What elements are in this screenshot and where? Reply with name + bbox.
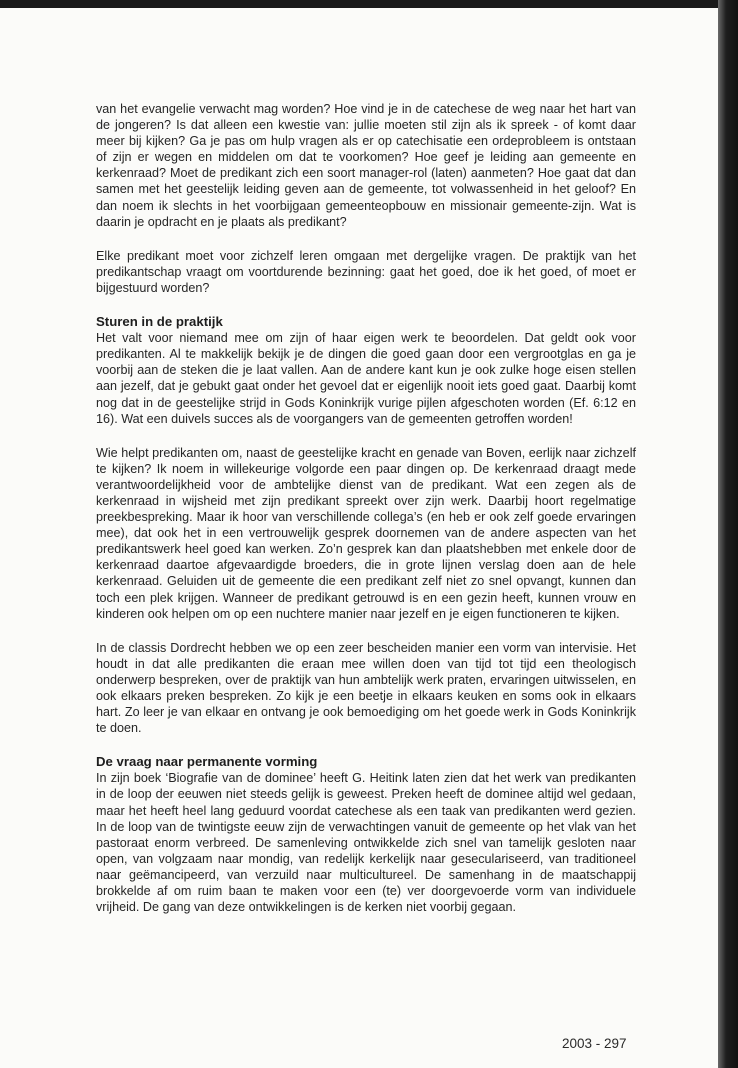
document-page bbox=[0, 8, 718, 1068]
paragraph: Het valt voor niemand mee om zijn of haar eigen werk te beoordelen. Dat geldt ook voor predikanten. Al te makkelijk bekijk je de dingen die goed gaan door een vergrootglas en ga je voorbij aan de steken die je laat vallen. Aan de andere kant kun je ook zulke hoge eisen stellen aan jezelf, dat je gebukt gaat onder het gevoel dat er eigenlijk nooit iets goed gaat. Daarbij komt nog dat in de geestelijke strijd in Gods Koninkrijk vurige pijlen afgeschoten worden (Ef. 6:12 en 16). Wat een duivels succes als de voorgangers van de gemeenten getroffen worden! bbox=[96, 331, 636, 426]
section-heading: De vraag naar permanente vorming bbox=[96, 754, 318, 770]
paragraph: In de classis Dordrecht hebben we op een zeer bescheiden manier een vorm van intervisie. Het houdt in dat alle predikanten die eraan mee willen doen van tijd tot tijd een theologisch onderwerp bespreken, over de praktijk van hun ambtelijk werk praten, ervaringen uitwisselen, en ook elkaars preken bespreken. Zo kijk je een beetje in elkaars keuken en soms ook in elkaars hart. Zo leer je van elkaar en ontvang je ook bemoediging om het goede werk in Gods Koninkrijk te doen. bbox=[96, 640, 636, 736]
paragraph: Wie helpt predikanten om, naast de geestelijke kracht en genade van Boven, eerlijk naar zichzelf te kijken? Ik noem in willekeurige volgorde een paar dingen op. De kerkenraad draagt mede verantwoordelijkheid voor de ambtelijke dienst van de predikant. Wat een zegen als de kerkenraad in wijsheid met zijn predikant spreekt over zijn werk. Daarbij hoort regelmatige preekbespreking. Maar ik hoor van verschillende collega’s (en heb er ook zelf goede ervaringen mee), dat ook het in een vertrouwelijk gesprek doornemen van de andere aspecten van het predikantswerk heel goed kan werken. Zo’n gesprek kan dan plaatshebben met enkele door de kerkenraad daartoe afgevaardigde broeders, die in grote lijnen verslag doen aan de hele kerkenraad. Geluiden uit de gemeente die een predikant zelf niet zo snel opvangt, kunnen dan toch een plek krijgen. Wanneer de predikant getrouwd is en een gezin heeft, kunnen vrouw en kinderen ook helpen om op een nuchtere manier naar jezelf en je eigen functioneren te kijken. bbox=[96, 445, 636, 621]
paragraph: van het evangelie verwacht mag worden? Hoe vind je in de catechese de weg naar het hart van de jongeren? Is dat alleen een kwestie van: jullie moeten stil zijn als ik spreek - of komt daar meer bij kijken? Ga je pas om hulp vragen als er op catechisatie een ordeprobleem is ontstaan of zijn er wegen en middelen om dat te voorkomen? Hoe geef je leiding aan gemeente en kerkenraad? Moet de predikant zich een soort manager-rol (laten) aanmeten? Hoe gaat dat dan samen met het geestelijk leiding geven aan de gemeente, tot volwassenheid in het geloof? En dan noem ik slechts in het voorbijgaan gemeenteopbouw en missionair gemeente-zijn. Wat is daarin je opdracht en je plaats als predikant? bbox=[96, 102, 636, 229]
scan-top-edge bbox=[0, 0, 738, 8]
page-number: 2003 - 297 bbox=[562, 1036, 627, 1051]
scan-right-edge bbox=[718, 0, 738, 1068]
section-heading: Sturen in de praktijk bbox=[96, 314, 223, 330]
article-body bbox=[96, 101, 636, 933]
paragraph: In zijn boek ‘Biografie van de dominee’ heeft G. Heitink laten zien dat het werk van predikanten in de loop der eeuwen niet steeds gelijk is geweest. Preken heeft de dominee altijd wel gedaan, maar het heeft heel lang geduurd voordat catechese als een taak van predikanten werd gezien. In de loop van de twintigste eeuw zijn de verwachtingen vanuit de gemeente op het vlak van het pastoraat enorm verbreed. De samenleving ontwikkelde zich snel van tamelijk gesloten naar open, van volgzaam naar mondig, van redelijk kerkelijk naar geseculariseerd, van traditioneel naar geëmancipeerd, van verzuild naar multicultureel. De samenhang in de maatschappij brokkelde af om ruim baan te maken voor een (te) ver doorgevoerde vorm van individuele vrijheid. De gang van deze ontwikkelingen is de kerken niet voorbij gegaan. bbox=[96, 771, 636, 915]
paragraph: Elke predikant moet voor zichzelf leren omgaan met dergelijke vragen. De praktijk van het predikantschap vraagt om voortdurende bezinning: gaat het goed, doe ik het goed, of moet er bijgestuurd worden? bbox=[96, 248, 636, 295]
